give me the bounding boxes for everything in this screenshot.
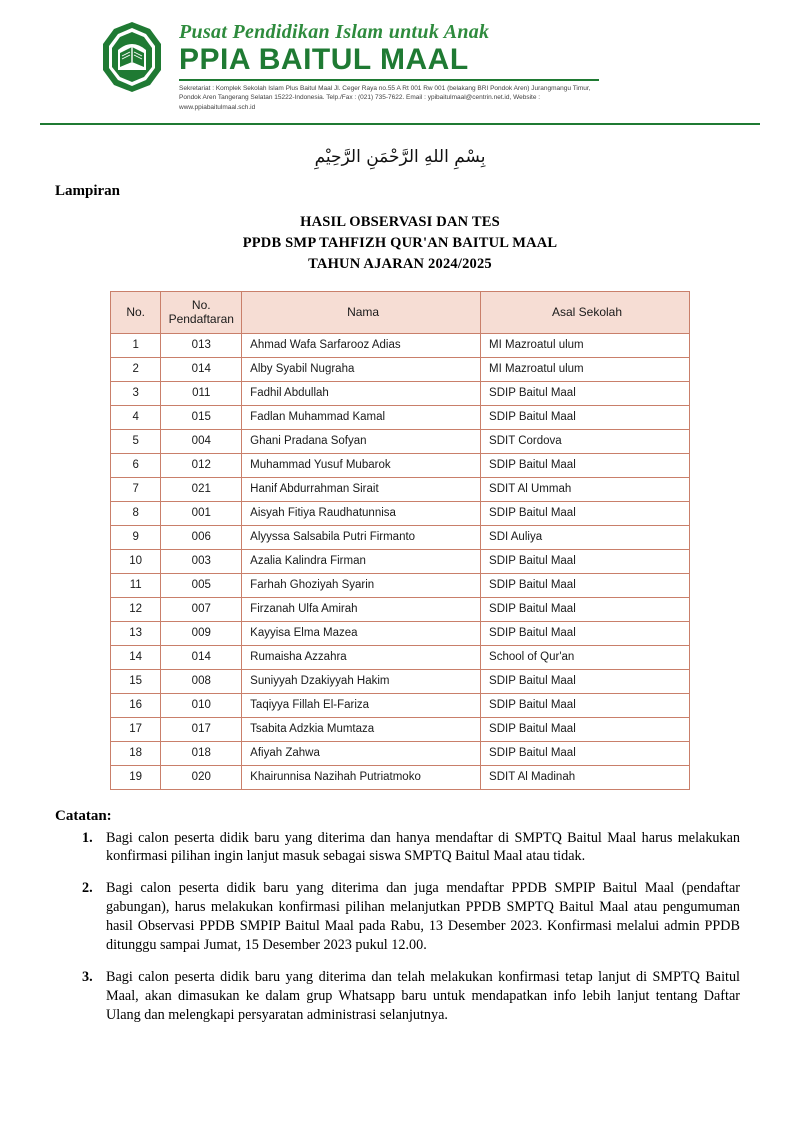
cell-school: SDIP Baitul Maal	[481, 453, 690, 477]
table-row	[111, 573, 690, 597]
cell-registration-number: 021	[161, 477, 242, 501]
table-row	[111, 597, 690, 621]
cell-registration-number: 003	[161, 549, 242, 573]
letterhead	[0, 0, 800, 119]
cell-registration-number: 005	[161, 573, 242, 597]
cell-school: SDIP Baitul Maal	[481, 573, 690, 597]
table-row	[111, 621, 690, 645]
cell-school: SDIP Baitul Maal	[481, 669, 690, 693]
cell-no: 9	[111, 525, 161, 549]
notes-list	[78, 829, 740, 1025]
lampiran-label: Lampiran	[55, 182, 121, 199]
cell-school: SDIP Baitul Maal	[481, 381, 690, 405]
table-row	[111, 765, 690, 789]
cell-name: Tsabita Adzkia Mumtaza	[242, 717, 481, 741]
cell-school: SDIP Baitul Maal	[481, 501, 690, 525]
cell-name: Azalia Kalindra Firman	[242, 549, 481, 573]
column-header-name: Nama	[242, 291, 481, 333]
table-row	[111, 357, 690, 381]
cell-school: SDIT Al Madinah	[481, 765, 690, 789]
school-name: PPIA BAITUL MAAL	[179, 43, 469, 76]
results-table	[110, 291, 690, 790]
cell-no: 7	[111, 477, 161, 501]
cell-school: SDIP Baitul Maal	[481, 597, 690, 621]
cell-school: SDIP Baitul Maal	[481, 741, 690, 765]
note-item: Bagi calon peserta didik baru yang diterima dan hanya mendaftar di SMPTQ Baitul Maal harus melakukan konfirmasi pilihan ingin lanjut masuk sebagai siswa SMPTQ Baitul Maal atau tidak.	[106, 829, 740, 865]
notes-title: Catatan:	[55, 807, 112, 824]
cell-no: 2	[111, 357, 161, 381]
cell-name: Khairunnisa Nazihah Putriatmoko	[242, 765, 481, 789]
basmalah-text: بِسْمِ اللهِ الرَّحْمَنِ الرَّحِيْمِ	[314, 146, 486, 167]
cell-registration-number: 008	[161, 669, 242, 693]
table-header	[111, 291, 690, 333]
cell-no: 10	[111, 549, 161, 573]
table-row	[111, 453, 690, 477]
table-row	[111, 669, 690, 693]
cell-registration-number: 020	[161, 765, 242, 789]
title-line-1: HASIL OBSERVASI DAN TES	[300, 213, 500, 230]
table-row	[111, 381, 690, 405]
cell-registration-number: 017	[161, 717, 242, 741]
note-item: Bagi calon peserta didik baru yang diterima dan telah melakukan konfirmasi tetap lanjut di SMPTQ Baitul Maal, akan dimasukan ke dalam grup Whatsapp baru untuk mendapatkan info lebih lanjut tentang Daftar Ulang dan melengkapi persyaratan administrasi selanjutnya.	[106, 968, 740, 1023]
cell-school: SDIP Baitul Maal	[481, 717, 690, 741]
table-row	[111, 741, 690, 765]
column-header-registration-number: No. Pendaftaran	[161, 291, 242, 333]
column-header-no: No.	[111, 291, 161, 333]
cell-school: SDIP Baitul Maal	[481, 405, 690, 429]
cell-registration-number: 014	[161, 357, 242, 381]
cell-no: 6	[111, 453, 161, 477]
cell-no: 17	[111, 717, 161, 741]
cell-name: Fadlan Muhammad Kamal	[242, 405, 481, 429]
cell-name: Rumaisha Azzahra	[242, 645, 481, 669]
cell-no: 12	[111, 597, 161, 621]
cell-no: 5	[111, 429, 161, 453]
cell-registration-number: 010	[161, 693, 242, 717]
table-row	[111, 645, 690, 669]
table-row	[111, 693, 690, 717]
letterhead-rule	[179, 79, 599, 81]
cell-registration-number: 006	[161, 525, 242, 549]
cell-name: Aisyah Fitiya Raudhatunnisa	[242, 501, 481, 525]
school-tagline: Pusat Pendidikan Islam untuk Anak	[179, 21, 490, 43]
note-item: Bagi calon peserta didik baru yang diterima dan juga mendaftar PPDB SMPIP Baitul Maal (pendaftar gabungan), harus melakukan konfirmasi pilihan melanjutkan PPDB SMPTQ Baitul Maal atau pengumuman hasil Observasi PPDB SMPIP Baitul Maal pada Rabu, 13 Desember 2023. Konfirmasi melalui admin PPDB ditunggu sampai Jumat, 15 Desember 2023 pukul 12.00.	[106, 880, 740, 953]
cell-name: Taqiyya Fillah El-Fariza	[242, 693, 481, 717]
cell-name: Firzanah Ulfa Amirah	[242, 597, 481, 621]
cell-no: 1	[111, 333, 161, 357]
cell-name: Alby Syabil Nugraha	[242, 357, 481, 381]
table-body	[111, 333, 690, 789]
cell-registration-number: 014	[161, 645, 242, 669]
cell-school: SDIP Baitul Maal	[481, 693, 690, 717]
cell-no: 15	[111, 669, 161, 693]
table-row	[111, 549, 690, 573]
cell-no: 16	[111, 693, 161, 717]
cell-name: Ghani Pradana Sofyan	[242, 429, 481, 453]
cell-no: 4	[111, 405, 161, 429]
cell-registration-number: 018	[161, 741, 242, 765]
cell-school: MI Mazroatul ulum	[481, 333, 690, 357]
document-title	[0, 212, 800, 275]
cell-school: School of Qur'an	[481, 645, 690, 669]
cell-name: Alyyssa Salsabila Putri Firmanto	[242, 525, 481, 549]
school-address: Sekretariat : Komplek Sekolah Islam Plus Baitul Maal Jl. Ceger Raya no.55 A Rt 001 Rw 001 (belakang BRI Pondok Aren) Jurangmangu Timur, Pondok Aren Tangerang Selatan 15222-Indonesia. Telp./Fax : (021) 735-7622. Email : ypibaitulmaal@centrin.net.id, Website : www.ppiabaitulmaal.sch.id	[179, 84, 591, 111]
cell-registration-number: 007	[161, 597, 242, 621]
table-row	[111, 429, 690, 453]
cell-no: 19	[111, 765, 161, 789]
cell-school: MI Mazroatul ulum	[481, 357, 690, 381]
title-line-3: TAHUN AJARAN 2024/2025	[308, 255, 492, 272]
cell-no: 11	[111, 573, 161, 597]
column-header-school: Asal Sekolah	[481, 291, 690, 333]
table-row	[111, 501, 690, 525]
cell-no: 14	[111, 645, 161, 669]
cell-name: Muhammad Yusuf Mubarok	[242, 453, 481, 477]
cell-no: 8	[111, 501, 161, 525]
cell-name: Hanif Abdurrahman Sirait	[242, 477, 481, 501]
cell-registration-number: 011	[161, 381, 242, 405]
table-row	[111, 405, 690, 429]
cell-registration-number: 015	[161, 405, 242, 429]
cell-school: SDIP Baitul Maal	[481, 549, 690, 573]
cell-name: Afiyah Zahwa	[242, 741, 481, 765]
cell-school: SDIT Al Ummah	[481, 477, 690, 501]
letterhead-text	[179, 18, 609, 113]
table-row	[111, 477, 690, 501]
cell-registration-number: 009	[161, 621, 242, 645]
cell-no: 3	[111, 381, 161, 405]
header-divider	[40, 123, 760, 125]
cell-name: Ahmad Wafa Sarfarooz Adias	[242, 333, 481, 357]
title-line-2: PPDB SMP TAHFIZH QUR'AN BAITUL MAAL	[242, 234, 558, 251]
cell-name: Fadhil Abdullah	[242, 381, 481, 405]
cell-name: Suniyyah Dzakiyyah Hakim	[242, 669, 481, 693]
cell-no: 13	[111, 621, 161, 645]
table-row	[111, 717, 690, 741]
cell-registration-number: 013	[161, 333, 242, 357]
cell-name: Kayyisa Elma Mazea	[242, 621, 481, 645]
cell-registration-number: 012	[161, 453, 242, 477]
cell-name: Farhah Ghoziyah Syarin	[242, 573, 481, 597]
table-header-row	[111, 291, 690, 333]
table-row	[111, 333, 690, 357]
cell-registration-number: 004	[161, 429, 242, 453]
cell-registration-number: 001	[161, 501, 242, 525]
mosque-book-logo-icon	[95, 20, 169, 94]
table-row	[111, 525, 690, 549]
cell-no: 18	[111, 741, 161, 765]
cell-school: SDI Auliya	[481, 525, 690, 549]
cell-school: SDIT Cordova	[481, 429, 690, 453]
cell-school: SDIP Baitul Maal	[481, 621, 690, 645]
